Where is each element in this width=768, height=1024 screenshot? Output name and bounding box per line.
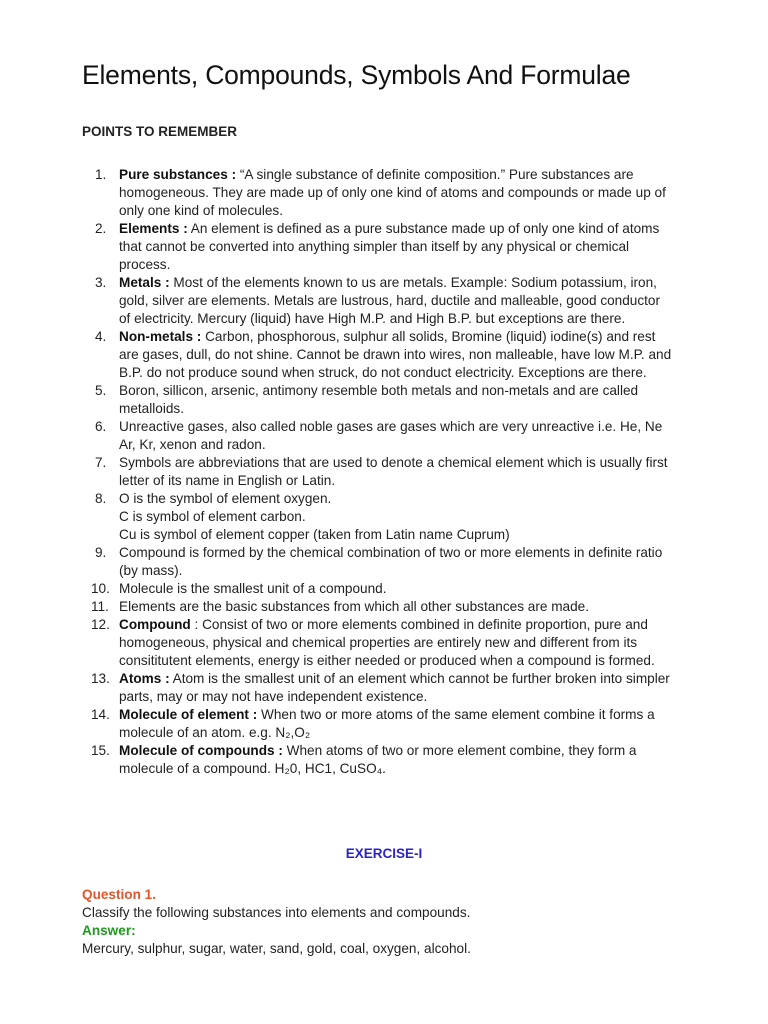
list-item xyxy=(82,418,674,454)
item-number: 13. xyxy=(91,671,110,686)
item-term: Pure substances : xyxy=(119,167,237,182)
item-text: Carbon, phosphorous, sulphur all solids, Bromine (liquid) iodine(s) and rest are gases, dull, do not shine. Cannot be drawn into wires, non malleable, have low M.P. and B.P. do not produce sound when struck, do not conduct electricity. Exceptions are there. xyxy=(119,329,672,380)
item-text: Compound is formed by the chemical combination of two or more elements in definite ratio (by mass). xyxy=(119,545,663,578)
item-text: Molecule is the smallest unit of a compound. xyxy=(119,581,387,596)
list-item xyxy=(82,616,674,670)
list-item xyxy=(82,670,674,706)
item-number: 2. xyxy=(95,221,107,236)
item-line: Cu is symbol of element copper (taken from Latin name Cuprum) xyxy=(119,527,510,542)
item-text: Unreactive gases, also called noble gases are gases which are very unreactive i.e. He, Ne Ar, Kr, xenon and radon. xyxy=(119,419,663,452)
item-term: Atoms : xyxy=(119,671,170,686)
list-item xyxy=(82,544,674,580)
list-item xyxy=(82,274,674,328)
answer-label: Answer: xyxy=(82,923,136,938)
item-term: Non-metals : xyxy=(119,329,202,344)
list-item xyxy=(82,454,674,490)
item-text: Atom is the smallest unit of an element which cannot be further broken into simpler parts, may or may not have independent existence. xyxy=(119,671,670,704)
answer-text: Mercury, sulphur, sugar, water, sand, gold, coal, oxygen, alcohol. xyxy=(82,941,471,956)
item-line: O is the symbol of element oxygen. xyxy=(119,491,332,506)
exercise-heading: EXERCISE-I xyxy=(345,846,423,861)
list-item xyxy=(82,166,674,220)
item-number: 5. xyxy=(95,383,107,398)
item-term: Elements : xyxy=(119,221,188,236)
item-number: 10. xyxy=(91,581,110,596)
item-number: 11. xyxy=(91,599,109,614)
item-term: Compound xyxy=(119,617,191,632)
item-text: An element is defined as a pure substance made up of only one kind of atoms that cannot be converted into anything simpler than itself by any physical or chemical process. xyxy=(119,221,660,272)
item-line: C is symbol of element carbon. xyxy=(119,509,306,524)
item-text: Elements are the basic substances from which all other substances are made. xyxy=(119,599,589,614)
list-item xyxy=(82,598,674,616)
item-text: Most of the elements known to us are metals. Example: Sodium potassium, iron, gold, silver are elements. Metals are lustrous, hard, ductile and malleable, good conductor of electricity. Mercury (liquid) have High M.P. and High B.P. but exceptions are there. xyxy=(119,275,661,326)
list-item xyxy=(82,706,674,742)
item-number: 9. xyxy=(95,545,107,560)
item-text: : Consist of two or more elements combined in definite proportion, pure and homogeneous, physical and chemical properties are entirely new and different from its consititutent elements, energy is either needed or produced when a compound is formed. xyxy=(119,617,655,668)
item-text: When two or more atoms of the same element combine it forms a molecule of an atom. e.g. N₂,O₂ xyxy=(119,707,655,740)
item-text: When atoms of two or more element combine, they form a molecule of a compound. H₂0, HC1, CuSO₄. xyxy=(119,743,637,776)
list-item xyxy=(82,580,674,598)
list-item xyxy=(82,382,674,418)
item-term: Molecule of element : xyxy=(119,707,258,722)
list-item xyxy=(82,220,674,274)
item-number: 7. xyxy=(95,455,107,470)
list-item xyxy=(82,742,674,778)
section-heading: POINTS TO REMEMBER xyxy=(82,124,238,139)
item-number: 4. xyxy=(95,329,107,344)
item-number: 15. xyxy=(91,743,110,758)
points-list xyxy=(82,166,674,778)
item-term: Molecule of compounds : xyxy=(119,743,283,758)
item-term: Metals : xyxy=(119,275,170,290)
item-number: 8. xyxy=(95,491,107,506)
document-title: Elements, Compounds, Symbols And Formulae xyxy=(82,60,631,90)
question-label: Question 1. xyxy=(82,887,157,902)
list-item xyxy=(82,490,674,544)
item-text: Symbols are abbreviations that are used to denote a chemical element which is usually first letter of its name in English or Latin. xyxy=(119,455,668,488)
question-block xyxy=(82,886,682,958)
item-number: 3. xyxy=(95,275,107,290)
item-number: 1. xyxy=(95,167,107,182)
question-text: Classify the following substances into elements and compounds. xyxy=(82,905,471,920)
list-item xyxy=(82,328,674,382)
item-number: 12. xyxy=(91,617,110,632)
item-text: Boron, sillicon, arsenic, antimony resemble both metals and non-metals and are called metalloids. xyxy=(119,383,639,416)
item-number: 14. xyxy=(91,707,110,722)
item-number: 6. xyxy=(95,419,107,434)
item-text: “A single substance of definite composition.” Pure substances are homogeneous. They are made up of only one kind of atoms and compounds or made up of only one kind of molecules. xyxy=(119,167,666,218)
